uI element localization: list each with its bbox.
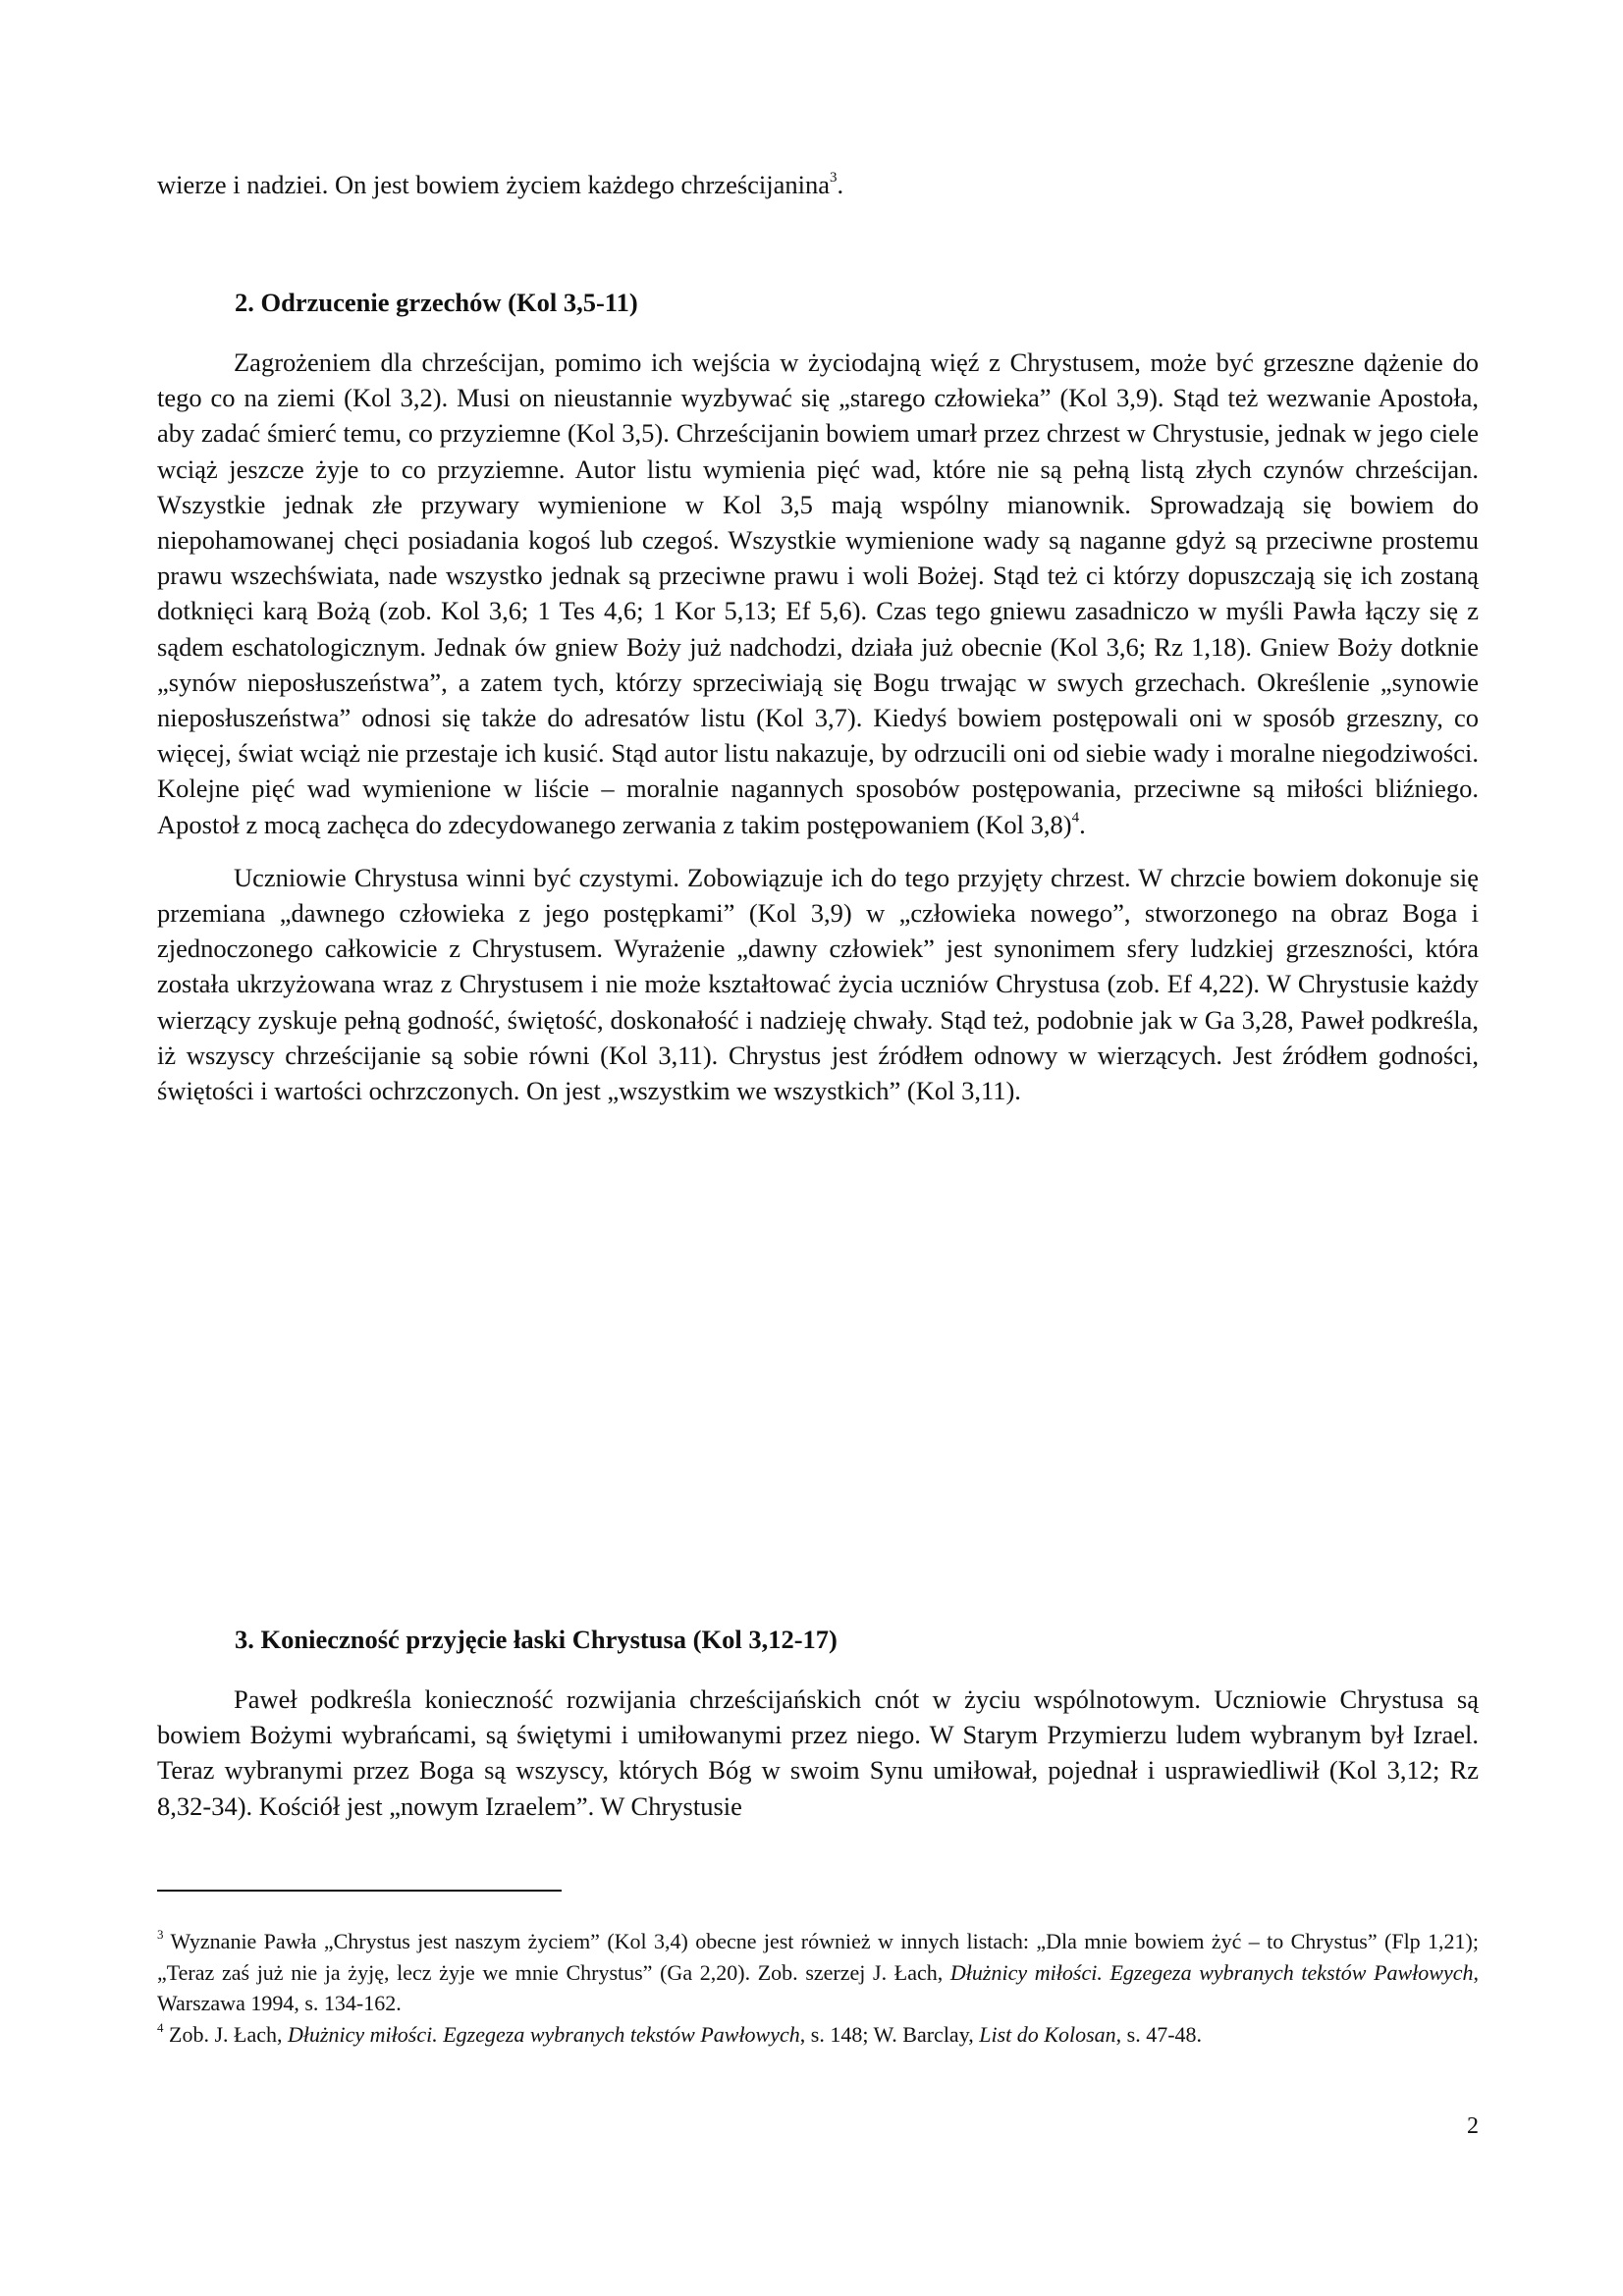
footnote-3: $^3$ Wyznanie Pawła „Chrystus jest naszym życiem” (Kol 3,4) obecne jest również w innych listach: „Dla mnie bowiem żyć – to Chrystus” (Flp 1,21); „Teraz zaś już nie ja żyję, lecz żyje we mnie Chrystus” (Ga 2,20). Zob. szerzej J. Łach, Dłużnicy miłości. Egzegeza wybranych tekstów Pawłowych, Warszawa 1994, s. 134-162. [157,1927,1479,2015]
footnote-separator [157,1890,562,1892]
footnotes [157,1926,1479,2050]
paragraph: Zagrożeniem dla chrześcijan, pomimo ich wejścia w życiodajną więź z Chrystusem, może być grzeszne dążenie do tego co na ziemi (Kol 3,2). Musi on nieustannie wyzbywać się „starego człowieka” (Kol 3,9). Stąd też wezwanie Apostoła, aby zadać śmierć temu, co przyziemne (Kol 3,5). Chrześcijanin bowiem umarł przez chrzest w Chrystusie, jednak w jego ciele wciąż jeszcze żyje to co przyziemne. Autor listu wymienia pięć wad, które nie są pełną listą złych czynów chrześcijan. Wszystkie jednak złe przywary wymienione w Kol 3,5 mają wspólny mianownik. Sprowadzają się bowiem do niepohamowanej chęci posiadania kogoś lub czegoś. Wszystkie wymienione wady są naganne gdyż są przeciwne prostemu prawu wszechświata, nade wszystko jednak są przeciwne prawu i woli Bożej. Stąd też ci którzy dopuszczają się ich zostaną dotknięci karą Bożą (zob. Kol 3,6; 1 Tes 4,6; 1 Kor 5,13; Ef 5,6). Czas tego gniewu zasadniczo w myśli Pawła łączy się z sądem eschatologicznym. Jednak ów gniew Boży już nadchodzi, działa już obecnie (Kol 3,6; Rz 1,18). Gniew Boży dotknie „synów nieposłuszeństwa”, a zatem tych, którzy sprzeciwiają się Bogu trwając w swych grzechach. Określenie „synowie nieposłuszeństwa” odnosi się także do adresatów listu (Kol 3,7). Kiedyś bowiem postępowali oni w sposób grzeszny, co więcej, świat wciąż nie przestaje ich kusić. Stąd autor listu nakazuje, by odrzucili oni od siebie wady i moralne niegodziwości. Kolejne pięć wad wymienione w liście – moralnie nagannych sposobów postępowania, przeciwne są miłości bliźniego. Apostoł z mocą zachęca do zdecydowanego zerwania z takim postępowaniem (Kol 3,8)$^4$. [157,347,1479,839]
footnote-ref-3[interactable]: 3 [830,170,838,186]
footnote-4: $^4$ Zob. J. Łach, Dłużnicy miłości. Egzegeza wybranych tekstów Pawłowych, s. 148; W. Barclay, List do Kolosan, s. 47-48. [157,2019,1203,2047]
section-3-body [157,1682,1479,1824]
intro-text: wierze i nadziei. On jest bowiem życiem każdego chrześcijanina [157,170,831,199]
section-heading-2: 2. Odrzucenie grzechów (Kol 3,5-11) [235,288,638,317]
footnote-ref-4[interactable]: 4 [1071,809,1080,826]
page-number: 2 [1467,2113,1479,2139]
paragraph: Paweł podkreśla konieczność rozwijania chrześcijańskich cnót w życiu wspólnotowym. Uczniowie Chrystusa są bowiem Bożymi wybrańcami, są świętymi i umiłowanymi przez niego. W Starym Przymierzu ludem wybranym był Izrael. Teraz wybranymi przez Boga są wszyscy, których Bóg w swoim Synu umiłował, pojednał i usprawiedliwił (Kol 3,12; Rz 8,32-34). Kościół jest „nowym Izraelem”. W Chrystusie [157,1684,1479,1821]
intro-line: wierze i nadziei. On jest bowiem życiem każdego chrześcijanina$^3$. [157,170,844,199]
section-2-body [157,345,1479,1108]
section-heading-3: 3. Konieczność przyjęcie łaski Chrystusa (Kol 3,12-17) [235,1625,838,1654]
paragraph: Uczniowie Chrystusa winni być czystymi. Zobowiązuje ich do tego przyjęty chrzest. W chrzcie bowiem dokonuje się przemiana „dawnego człowieka z jego postępkami” (Kol 3,9) w „człowieka nowego”, stworzonego na obraz Boga i zjednoczonego całkowicie z Chrystusem. Wyrażenie „dawny człowiek” jest synonimem sfery ludzkiej grzeszności, która została ukrzyżowana wraz z Chrystusem i nie może kształtować życia uczniów Chrystusa (zob. Ef 4,22). W Chrystusie każdy wierzący zyskuje pełną godność, świętość, doskonałość i nadzieję chwały. Stąd też, podobnie jak w Ga 3,28, Paweł podkreśla, iż wszyscy chrześcijanie są sobie równi (Kol 3,11). Chrystus jest źródłem odnowy w wierzących. Jest źródłem godności, świętości i wartości ochrzczonych. On jest „wszystkim we wszystkich” (Kol 3,11). [157,862,1479,1106]
